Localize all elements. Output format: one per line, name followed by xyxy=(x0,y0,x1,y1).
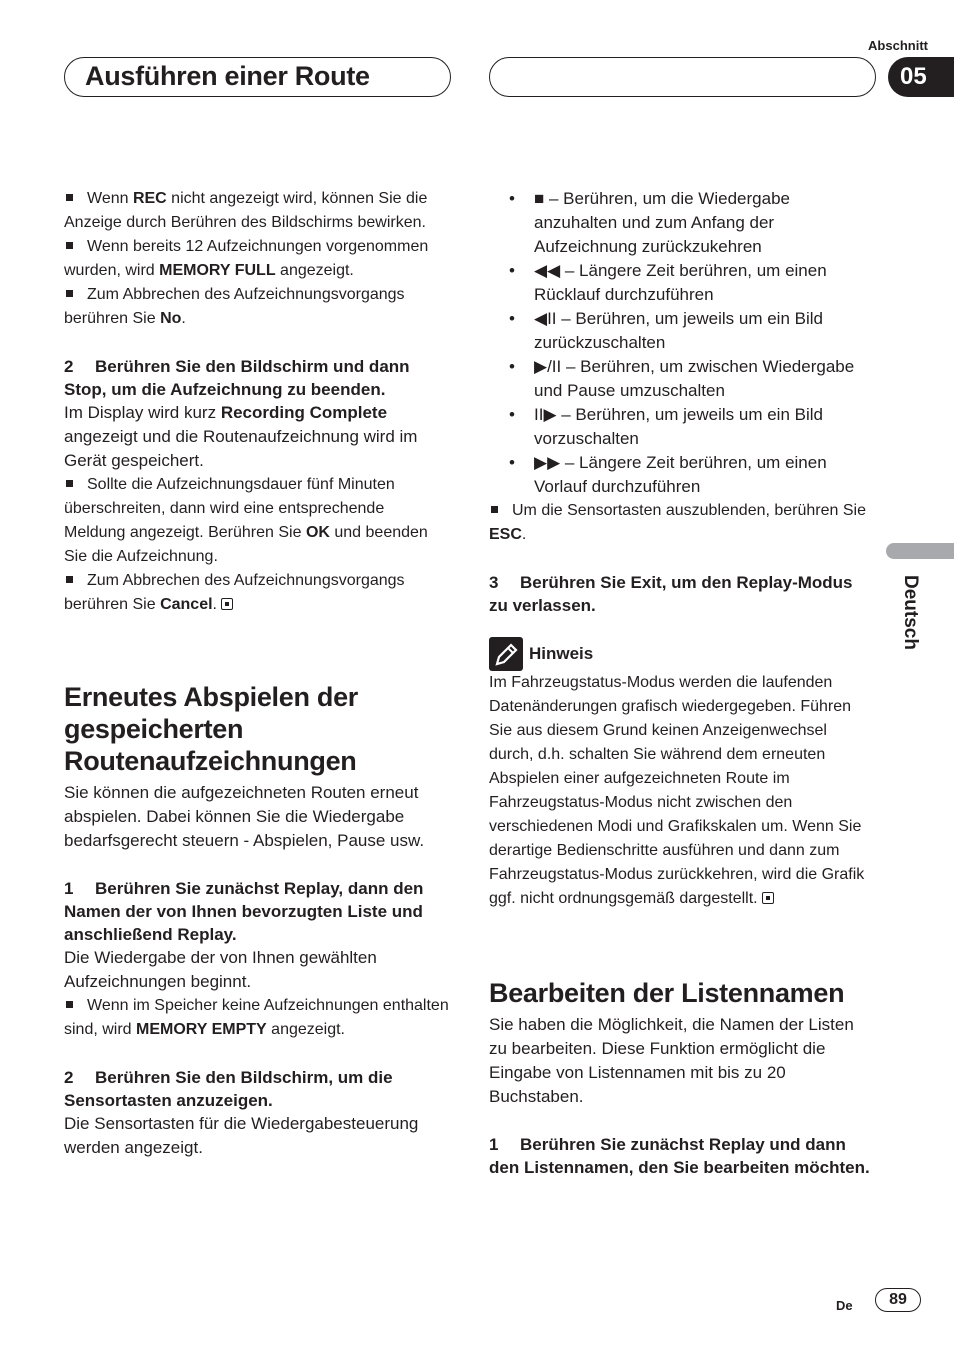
play-pause-icon: ▶/II xyxy=(534,357,562,376)
note-square-icon xyxy=(66,576,73,583)
footer-language: De xyxy=(836,1298,853,1313)
section-heading: Bearbeiten der Listennamen xyxy=(489,978,845,1008)
note: Zum Abbrechen des Aufzeichnungsvorgangs berühren Sie Cancel. xyxy=(64,572,405,613)
note-square-icon xyxy=(66,194,73,201)
stop-icon: ■ xyxy=(534,189,545,208)
note-square-icon xyxy=(66,290,73,297)
right-column xyxy=(489,187,875,1179)
section-title-box xyxy=(64,57,451,97)
step-heading: 2 Berühren Sie den Bildschirm, um die Sensortasten anzuzeigen. xyxy=(64,1068,393,1110)
hinweis-title: Hinweis xyxy=(529,644,594,663)
frame-forward-icon: II▶ xyxy=(534,405,557,424)
rewind-icon: ◀◀ xyxy=(534,261,561,280)
control-bullet: • ◀II – Berühren, um jeweils um ein Bild zurückzuschalten xyxy=(509,309,823,352)
left-column xyxy=(64,187,450,1160)
note-square-icon xyxy=(66,480,73,487)
step-body: Im Display wird kurz Recording Complete angezeigt und die Routenaufzeichnung wird im Gerät gespeichert. xyxy=(64,403,418,470)
step-heading: 3 Berühren Sie Exit, um den Replay-Modus zu verlassen. xyxy=(489,573,853,615)
section-number-tab: 05 xyxy=(888,57,954,97)
note: Wenn im Speicher keine Aufzeichnungen enthalten sind, wird MEMORY EMPTY angezeigt. xyxy=(64,997,449,1038)
language-label: Deutsch xyxy=(900,575,921,650)
hinweis-header xyxy=(489,637,875,671)
intro-text: Sie haben die Möglichkeit, die Namen der Listen zu bearbeiten. Diese Funktion ermöglicht die Eingabe von Listennamen mit bis zu 20 Buchstaben. xyxy=(489,1015,854,1106)
note: Zum Abbrechen des Aufzeichnungsvorgangs berühren Sie No. xyxy=(64,286,405,327)
step-heading: 1 Berühren Sie zunächst Replay und dann den Listennamen, den Sie bearbeiten möchten. xyxy=(489,1135,870,1177)
header-empty-box xyxy=(489,57,876,97)
page-number: 89 xyxy=(875,1288,921,1312)
hinweis-body: Im Fahrzeugstatus-Modus werden die laufenden Datenänderungen grafisch wiedergegeben. Führen Sie aus diesem Grund keinen Anzeigenwechsel durch, d.h. schalten Sie während dem erneuten Abspielen einer aufgezeichneten Route im Fahrzeugstatus-Modus nicht zwischen den verschiedenen Modi und Grafikskalen um. Wenn Sie derartige Bedienschritte ausführen und dann zum Fahrzeugstatus-Modus zurückkehren, wird die Grafik ggf. nicht ordnungsgemäß dargestellt. xyxy=(489,674,865,907)
step-body: Die Wiedergabe der von Ihnen gewählten Aufzeichnungen beginnt. xyxy=(64,948,377,991)
section-label: Abschnitt xyxy=(868,38,928,53)
language-tab-marker xyxy=(886,543,954,559)
step-heading: 1 Berühren Sie zunächst Replay, dann den Namen der von Ihnen bevorzugten Liste und anschließend Replay. xyxy=(64,879,424,944)
section-heading: Erneutes Abspielen der gespeicherten Routenaufzeichnungen xyxy=(64,682,358,776)
section-title: Ausführen einer Route xyxy=(85,61,370,91)
control-bullet: • II▶ – Berühren, um jeweils um ein Bild vorzuschalten xyxy=(509,405,823,448)
intro-text: Sie können die aufgezeichneten Routen erneut abspielen. Dabei können Sie die Wiedergabe bedarfsgerecht steuern - Abspielen, Pause usw. xyxy=(64,783,425,850)
note: Um die Sensortasten auszublenden, berühren Sie ESC. xyxy=(489,502,866,543)
end-mark-icon xyxy=(221,598,233,610)
note: Wenn REC nicht angezeigt wird, können Sie die Anzeige durch Berühren des Bildschirms bewirken. xyxy=(64,190,428,231)
frame-back-icon: ◀II xyxy=(534,309,557,328)
control-bullet: • ◀◀ – Längere Zeit berühren, um einen Rücklauf durchzuführen xyxy=(509,261,827,304)
end-mark-icon xyxy=(762,892,774,904)
control-bullet: • ▶/II – Berühren, um zwischen Wiedergabe und Pause umzuschalten xyxy=(509,357,855,400)
note-square-icon xyxy=(66,242,73,249)
note: Wenn bereits 12 Aufzeichnungen vorgenommen wurden, wird MEMORY FULL angezeigt. xyxy=(64,238,429,279)
control-bullet: • ■ – Berühren, um die Wiedergabe anzuhalten und zum Anfang der Aufzeichnung zurückzukehren xyxy=(509,189,790,256)
note-square-icon xyxy=(491,506,498,513)
step-heading: 2 Berühren Sie den Bildschirm und dann Stop, um die Aufzeichnung zu beenden. xyxy=(64,357,410,399)
note: Sollte die Aufzeichnungsdauer fünf Minuten überschreiten, dann wird eine entsprechende Meldung angezeigt. Berühren Sie OK und beenden Sie die Aufzeichnung. xyxy=(64,476,428,565)
note-square-icon xyxy=(66,1001,73,1008)
pencil-note-icon xyxy=(489,637,523,671)
control-bullet: • ▶▶ – Längere Zeit berühren, um einen Vorlauf durchzuführen xyxy=(509,453,827,496)
fast-forward-icon: ▶▶ xyxy=(534,453,561,472)
step-body: Die Sensortasten für die Wiedergabesteuerung werden angezeigt. xyxy=(64,1114,419,1157)
